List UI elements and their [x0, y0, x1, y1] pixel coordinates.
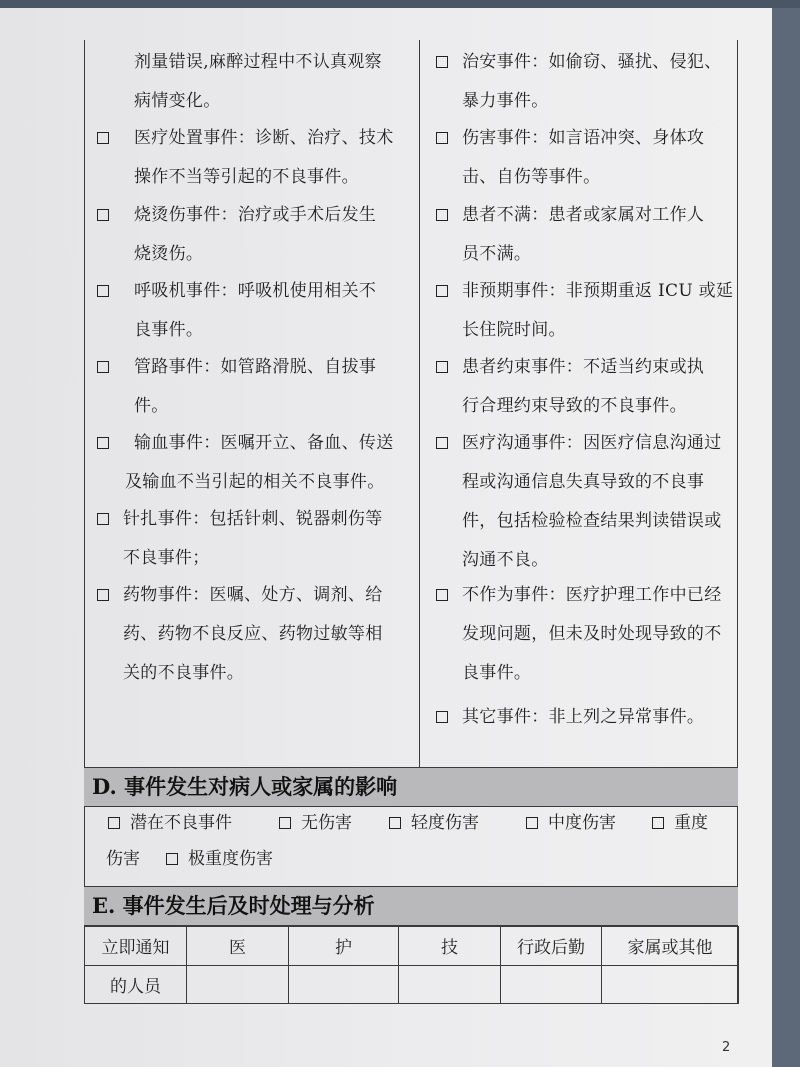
right-item-0-line-0: 治安事件：如偷窃、骚扰、侵犯、: [462, 52, 722, 72]
impact-option-mild[interactable]: [389, 805, 479, 841]
right-item-4-line-0: 患者约束事件：不适当约束或执: [462, 357, 705, 377]
impact-option-extreme[interactable]: [166, 841, 273, 877]
right-item-6-line-2: 良事件。: [462, 663, 532, 683]
left-item-3-line-1: 良事件。: [134, 320, 204, 340]
right-item-0[interactable]: [436, 43, 736, 121]
right-item-5-line-0: 医疗沟通事件：因医疗信息沟通过: [462, 433, 722, 453]
checkbox[interactable]: [97, 513, 109, 525]
impact-option-label: 无伤害: [301, 813, 352, 833]
notify-table: [84, 926, 739, 1004]
right-item-5-line-1: 程或沟通信息失真导致的不良事: [462, 472, 705, 492]
left-item-4-line-1: 件。: [134, 396, 169, 416]
checkbox[interactable]: [97, 361, 109, 373]
notify-col-doctor: 医: [187, 927, 289, 966]
checkbox[interactable]: [652, 817, 664, 829]
checkbox[interactable]: [436, 437, 448, 449]
left-item-2-line-1: 烧烫伤。: [134, 244, 204, 264]
notify-cell-nurse[interactable]: [289, 965, 399, 1004]
checkbox[interactable]: [97, 132, 109, 144]
notify-label-line1: 立即通知: [85, 927, 187, 966]
right-item-2-line-1: 员不满。: [462, 244, 532, 264]
right-item-6[interactable]: [436, 576, 736, 693]
right-item-2[interactable]: [436, 196, 736, 274]
checkbox[interactable]: [436, 285, 448, 297]
left-item-3[interactable]: [97, 272, 412, 350]
notify-cell-admin[interactable]: [501, 965, 602, 1004]
impact-option-label: 重度: [674, 813, 708, 833]
checkbox[interactable]: [97, 589, 109, 601]
page-number: 2: [722, 1040, 731, 1055]
impact-option-label: 中度伤害: [548, 813, 616, 833]
right-item-3-line-0: 非预期事件：非预期重返 ICU 或延: [462, 281, 734, 301]
right-item-6-line-1: 发现问题，但未及时处现导致的不: [462, 624, 722, 644]
right-item-4[interactable]: [436, 348, 736, 426]
left-item-5[interactable]: [97, 424, 417, 502]
right-item-0-line-1: 暴力事件。: [462, 91, 549, 111]
right-item-2-line-0: 患者不满：患者或家属对工作人: [462, 205, 705, 225]
checkbox[interactable]: [389, 817, 401, 829]
checkbox[interactable]: [436, 56, 448, 68]
left-item-2-line-0: 烧烫伤事件：治疗或手术后发生: [134, 205, 377, 225]
checkbox[interactable]: [436, 361, 448, 373]
notify-cell-doctor[interactable]: [187, 965, 289, 1004]
notify-label-line2: 的人员: [85, 965, 187, 1004]
right-item-1[interactable]: [436, 119, 736, 197]
left-item-7-line-2: 关的不良事件。: [123, 663, 245, 683]
notify-col-family: 家属或其他: [602, 927, 739, 966]
right-item-5[interactable]: [436, 424, 736, 580]
left-item-3-line-0: 呼吸机事件：呼吸机使用相关不: [134, 281, 377, 301]
checkbox[interactable]: [279, 817, 291, 829]
checkbox[interactable]: [166, 853, 178, 865]
left-item-4-line-0: 管路事件：如管路滑脱、自拔事: [134, 357, 377, 377]
checkbox[interactable]: [108, 817, 120, 829]
left-item-6-line-0: 针扎事件：包括针刺、锐器刺伤等: [123, 509, 383, 529]
left-item-7-line-1: 药、药物不良反应、药物过敏等相: [123, 624, 383, 644]
left-item-6[interactable]: [97, 500, 412, 578]
section-e-title: E. 事件发生后及时处理与分析: [92, 893, 375, 918]
left-item-6-line-1: 不良事件；: [123, 548, 210, 568]
left-item-0-line-0: 剂量错误,麻醉过程中不认真观察: [134, 52, 382, 72]
right-item-1-line-1: 击、自伤等事件。: [462, 167, 601, 187]
left-item-2[interactable]: [97, 196, 412, 274]
right-item-7-line-0: 其它事件：非上列之异常事件。: [462, 707, 705, 727]
checkbox[interactable]: [97, 437, 109, 449]
impact-option-moderate[interactable]: [526, 805, 616, 841]
checkbox[interactable]: [97, 209, 109, 221]
notify-col-tech: 技: [399, 927, 501, 966]
impact-option-potential[interactable]: [108, 805, 232, 841]
impact-option-severe[interactable]: [652, 805, 708, 841]
impact-option-label: 极重度伤害: [188, 849, 273, 869]
right-item-7[interactable]: [436, 698, 736, 737]
left-item-0: [97, 43, 412, 121]
right-item-3-line-1: 长住院时间。: [462, 320, 566, 340]
checkbox[interactable]: [436, 132, 448, 144]
notify-cell-tech[interactable]: [399, 965, 501, 1004]
notify-col-nurse: 护: [289, 927, 399, 966]
left-item-0-line-1: 病情变化。: [134, 91, 221, 111]
left-item-4[interactable]: [97, 348, 412, 426]
right-item-6-line-0: 不作为事件：医疗护理工作中已经: [462, 585, 722, 605]
left-item-5-line-1: 及输血不当引起的相关不良事件。: [125, 472, 385, 492]
left-item-1[interactable]: [97, 119, 412, 197]
left-item-1-line-0: 医疗处置事件：诊断、治疗、技术: [134, 128, 394, 148]
checkbox[interactable]: [436, 209, 448, 221]
checkbox[interactable]: [436, 711, 448, 723]
impact-option-label: 伤害: [106, 849, 140, 869]
impact-option-none[interactable]: [279, 805, 352, 841]
impact-options: [84, 805, 738, 877]
right-item-1-line-0: 伤害事件：如言语冲突、身体攻: [462, 128, 705, 148]
checkbox[interactable]: [526, 817, 538, 829]
left-item-7-line-0: 药物事件：医嘱、处方、调剂、给: [123, 585, 383, 605]
left-item-7[interactable]: [97, 576, 412, 693]
left-item-5-line-0: 输血事件：医嘱开立、备血、传送: [134, 433, 394, 453]
checkbox[interactable]: [436, 589, 448, 601]
notify-col-admin: 行政后勤: [501, 927, 602, 966]
impact-option-label: 潜在不良事件: [130, 813, 232, 833]
column-divider: [419, 40, 420, 767]
left-item-1-line-1: 操作不当等引起的不良事件。: [134, 167, 359, 187]
impact-option-label: 轻度伤害: [411, 813, 479, 833]
impact-option-severe-cont: [106, 841, 140, 877]
section-d-title: D. 事件发生对病人或家属的影响: [92, 774, 398, 799]
right-item-3[interactable]: [436, 272, 736, 350]
right-item-5-line-2: 件，包括检验检查结果判读错误或: [462, 511, 722, 531]
notify-cell-family[interactable]: [602, 965, 739, 1004]
section-d-header: [84, 767, 738, 807]
checkbox[interactable]: [97, 285, 109, 297]
right-item-4-line-1: 行合理约束导致的不良事件。: [462, 396, 687, 416]
binder-edge: [0, 0, 800, 8]
right-item-5-line-3: 沟通不良。: [462, 550, 549, 570]
section-e-header: [84, 886, 738, 926]
